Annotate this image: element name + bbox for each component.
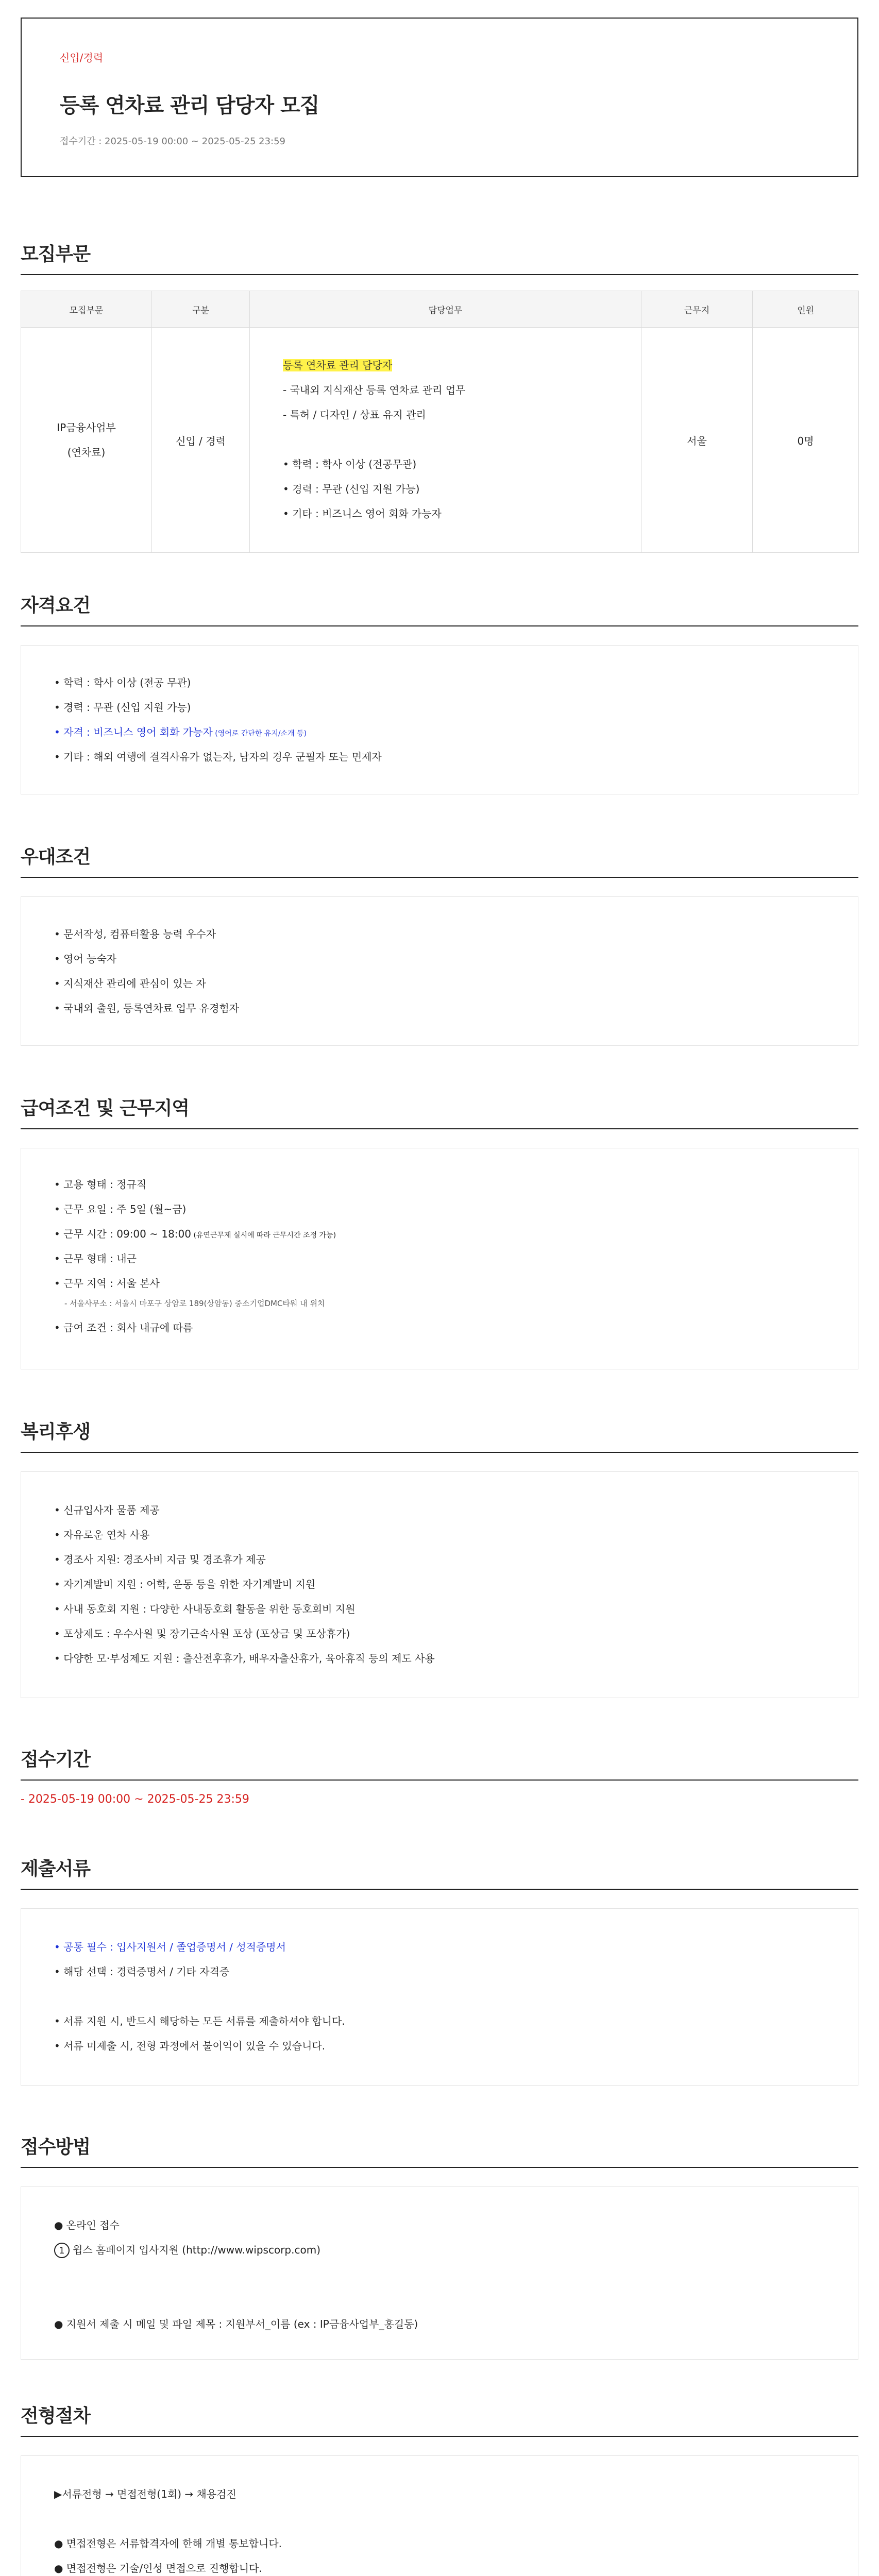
- section-divider: [21, 1889, 858, 1890]
- section-welfare: [21, 1420, 858, 1698]
- mail-title-note: ● 지원서 제출 시 메일 및 파일 제목 : 지원부서_이름 (ex : IP금융사업부_홍길동): [54, 2318, 418, 2330]
- list-item: ● 면접전형은 서류합격자에 한해 개별 통보합니다.: [54, 2537, 282, 2550]
- req-line: • 경력 : 무관 (신입 지원 가능): [283, 483, 420, 495]
- req-line: • 기타 : 비즈니스 영어 회화 가능자: [283, 507, 442, 520]
- section-divider: [21, 1128, 858, 1129]
- duty-line: - 국내외 지식재산 등록 연차료 관리 업무: [283, 384, 466, 396]
- english-requirement: 비즈니스 영어 회화 가능자: [93, 726, 213, 738]
- req-line: • 학력 : 학사 이상 (전공무관): [283, 458, 417, 470]
- documents-box: [21, 1908, 858, 2086]
- list-item: • 다양한 모·부성제도 지원 : 출산전후휴가, 배우자출산휴가, 육아휴직 등의 제도 사용: [54, 1652, 435, 1665]
- duty-title: 등록 연차료 관리 담당자: [283, 359, 393, 371]
- type-cell: 신입 / 경력: [152, 328, 250, 553]
- section-divider: [21, 2436, 858, 2437]
- column-header: 구분: [152, 291, 250, 328]
- list-item: • 경조사 지원: 경조사비 지급 및 경조휴가 제공: [54, 1553, 266, 1566]
- list-item: • 서류 지원 시, 반드시 해당하는 모든 서류를 제출하셔야 합니다.: [54, 2015, 345, 2027]
- section-process: [21, 2404, 858, 2576]
- process-flow: ▶서류전형 → 면접전형(1회) → 채용검진: [54, 2488, 236, 2500]
- recruit-table: [21, 291, 859, 553]
- posting-category: 신입/경력: [60, 52, 104, 64]
- table-header-row: [21, 291, 859, 328]
- section-documents: [21, 1857, 858, 2086]
- section-conditions: [21, 1096, 858, 1369]
- dept-cell: [21, 328, 152, 553]
- list-item: ● 면접전형은 기술/인성 면접으로 진행합니다.: [54, 2562, 262, 2574]
- list-item: • 신규입사자 물품 제공: [54, 1504, 160, 1516]
- section-divider: [21, 625, 858, 626]
- list-item: • 근무 형태 : 내근: [54, 1252, 137, 1265]
- dept-sub: (연차료): [67, 446, 106, 459]
- posting-title: 등록 연차료 관리 담당자 모집: [60, 94, 319, 117]
- column-header: 인원: [753, 291, 859, 328]
- job-posting: [21, 18, 858, 2574]
- list-item: • 학력 : 학사 이상 (전공 무관): [54, 676, 191, 689]
- list-item: • 문서작성, 컴퓨터활용 능력 우수자: [54, 928, 216, 940]
- section-divider: [21, 877, 858, 878]
- apply-step: [54, 2238, 825, 2262]
- count-cell: 0명: [753, 328, 859, 553]
- online-apply: ● 온라인 접수: [54, 2219, 120, 2231]
- address-note: - 서울사무소 : 서울시 마포구 상암로 189(상암동) 중소기업DMC타워 내 위치: [64, 1299, 325, 1308]
- section-title: 급여조건 및 근무지역: [21, 1098, 190, 1119]
- section-title: 접수방법: [21, 2137, 91, 2158]
- section-divider: [21, 1780, 858, 1781]
- list-item: • 근무 시간 : 09:00 ~ 18:00 (유연근무제 실시에 따라 근무시간 조정 가능): [54, 1228, 336, 1240]
- posting-period: 접수기간 : 2025-05-19 00:00 ~ 2025-05-25 23:59: [60, 136, 285, 147]
- section-qualifications: [21, 594, 858, 794]
- section-divider: [21, 274, 858, 275]
- optional-docs: • 해당 선택 : 경력증명서 / 기타 자격증: [54, 1965, 230, 1978]
- conditions-box: [21, 1148, 858, 1369]
- section-title: 제출서류: [21, 1858, 91, 1879]
- location-cell: 서울: [641, 328, 753, 553]
- section-divider: [21, 1452, 858, 1453]
- list-item: • 자기계발비 지원 : 어학, 운동 등을 위한 자기계발비 지원: [54, 1578, 316, 1590]
- column-header: 담당업무: [250, 291, 641, 328]
- process-box: [21, 2455, 858, 2576]
- list-item: • 자격 : 비즈니스 영어 회화 가능자 (영어로 간단한 유지/소개 등): [54, 726, 307, 738]
- list-item: • 급여 조건 : 회사 내규에 따름: [54, 1321, 193, 1334]
- method-box: [21, 2187, 858, 2360]
- table-row: [21, 328, 859, 553]
- list-item: • 사내 동호회 지원 : 다양한 사내동호회 활동을 위한 동호회비 지원: [54, 1603, 356, 1615]
- homepage-link[interactable]: 윕스 홈페이지 입사지원 (http://www.wipscorp.com): [73, 2244, 320, 2256]
- welfare-box: [21, 1471, 858, 1698]
- list-item: • 영어 능숙자: [54, 953, 117, 965]
- qualifications-box: [21, 645, 858, 794]
- step-number: 1: [54, 2243, 70, 2258]
- column-header: 모집부문: [21, 291, 152, 328]
- column-header: 근무지: [641, 291, 753, 328]
- list-item: • 근무 지역 : 서울 본사: [54, 1277, 160, 1290]
- duty-line: - 특허 / 디자인 / 상표 유지 관리: [283, 409, 426, 421]
- section-title: 자격요건: [21, 595, 91, 616]
- section-title: 모집부문: [21, 244, 91, 265]
- section-title: 복리후생: [21, 1421, 91, 1443]
- dept-name: IP금융사업부: [57, 421, 116, 434]
- preferred-box: [21, 896, 858, 1046]
- list-item: • 근무 요일 : 주 5일 (월~금): [54, 1203, 187, 1215]
- section-recruit: [21, 242, 858, 553]
- list-item: • 고용 형태 : 정규직: [54, 1178, 147, 1191]
- posting-header: [21, 18, 858, 177]
- list-item: • 자유로운 연차 사용: [54, 1529, 150, 1541]
- section-preferred: [21, 845, 858, 1046]
- list-item: • 국내외 출원, 등록연차료 업무 유경험자: [54, 1002, 240, 1014]
- list-item: • 포상제도 : 우수사원 및 장기근속사원 포상 (포상금 및 포상휴가): [54, 1628, 350, 1640]
- list-item: • 지식재산 관리에 관심이 있는 자: [54, 977, 206, 990]
- section-title: 접수기간: [21, 1749, 91, 1770]
- list-item: • 서류 미제출 시, 전형 과정에서 불이익이 있을 수 있습니다.: [54, 2040, 326, 2052]
- list-item: • 경력 : 무관 (신입 지원 가능): [54, 701, 191, 714]
- section-method: [21, 2135, 858, 2360]
- section-title: 우대조건: [21, 846, 91, 868]
- required-docs: • 공통 필수 : 입사지원서 / 졸업증명서 / 성적증명서: [54, 1941, 286, 1953]
- section-title: 전형절차: [21, 2405, 91, 2427]
- period-value: - 2025-05-19 00:00 ~ 2025-05-25 23:59: [21, 1793, 249, 1806]
- list-item: • 기타 : 해외 여행에 결격사유가 없는자, 남자의 경우 군필자 또는 면제자: [54, 751, 382, 763]
- section-divider: [21, 2167, 858, 2168]
- duty-cell: [250, 328, 641, 553]
- section-period: [21, 1748, 858, 1806]
